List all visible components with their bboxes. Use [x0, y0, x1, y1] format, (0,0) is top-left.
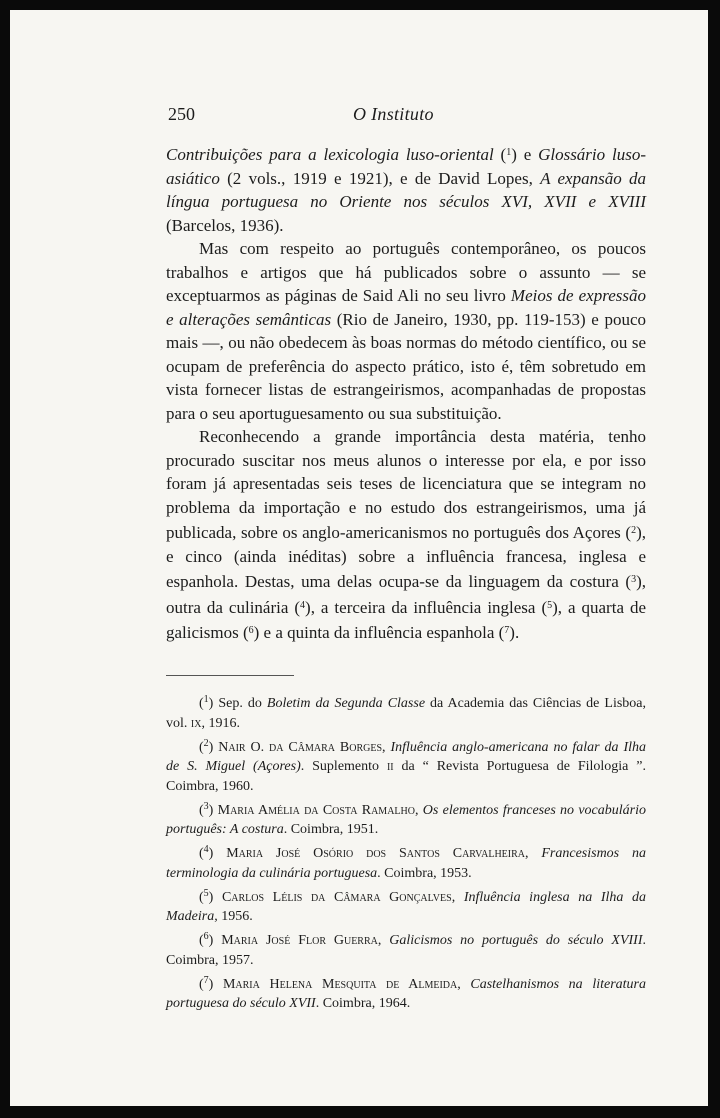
- title-glossario: Glossário luso-asiático: [166, 145, 646, 188]
- footnote-ref-2: 2: [631, 525, 637, 536]
- text-fragment: Mas com respeito ao português contemporâneo, os poucos trabalhos e artigos que há publicados sobre o assunto — se exceptuarmos as páginas de Said Ali no seu livro: [166, 239, 646, 305]
- text-fragment: (Rio de Janeiro, 1930, pp. 119-153) e pouco mais —, ou não obedecem às boas normas do método científico, ou se ocupam de preferência do aspecto prático, isto é, têm sobretudo em vista fornecer listas de estrangeirismos, acompanhadas de propostas para o seu aportuguesamento ou sua substituição.: [166, 309, 646, 423]
- footnote-author: Maria Amélia da Costa Ramalho: [217, 802, 415, 818]
- text-fragment: ) e a quinta da influência espanhola (: [253, 623, 505, 642]
- title-meios-de-expressao: Meios de expressão e alterações semânticas: [166, 286, 646, 329]
- footnote-number: 6: [203, 931, 209, 942]
- footnote-5: ($^5$) Carlos Lélis da Câmara Gonçalves, Influência inglesa na Ilha da Madeira, 1956.: [166, 887, 646, 924]
- footnote-ref-6: 6: [248, 625, 254, 636]
- text-fragment: ), a terceira da influência inglesa (: [305, 597, 548, 617]
- footnote-author: Nair O. da Câmara Borges: [218, 739, 383, 755]
- paragraph-3: [166, 425, 646, 645]
- footnote-number: 2: [203, 737, 209, 749]
- paragraph-2: [166, 237, 646, 425]
- footnotes: [166, 690, 646, 1014]
- footnote-ref-4: 4: [300, 599, 306, 611]
- footnote-ref-7: 7: [504, 625, 510, 636]
- footnote-number: 1: [203, 694, 209, 705]
- footnote-author: Maria José Osório dos Santos Carvalheira: [226, 846, 525, 861]
- footnote-ref-1: 1: [506, 147, 512, 158]
- running-title: O Instituto: [353, 104, 434, 124]
- text-fragment: Reconhecendo a grande importância desta matéria, tenho procurado suscitar nos meus alunos o interesse por ela, e por isso foram já apresentadas seis teses de licenciatura que se integram no problema da importação e no estudo dos estrangeirismos, uma já publicada, sobre os anglo-americanismos no português dos Açores (: [166, 427, 646, 542]
- text-fragment: ), e cinco (ainda inéditas) sobre a influência francesa, inglesa e espanhola. Destas, uma delas ocupa-se da linguagem da costura (: [166, 523, 646, 591]
- footnote-divider: [166, 675, 294, 676]
- text-fragment: (Barcelos, 1936).: [166, 215, 284, 235]
- footnote-author: Carlos Lélis da Câmara Gonçalves: [221, 889, 452, 905]
- footnote-number: 7: [203, 974, 209, 986]
- footnote-7: ($^7$) Maria Helena Mesquita de Almeida, Castelhanismos na literatura portuguesa do século XVII. Coimbra, 1964.: [166, 974, 646, 1011]
- text-fragment: (2 vols., 1919 e 1921), e de David Lopes,: [219, 168, 541, 188]
- footnote-number: 5: [203, 887, 209, 899]
- footnote-number: 3: [203, 800, 209, 812]
- footnote-1: ($^1$) Sep. do Boletim da Segunda Classe da Academia das Ciências de Lisboa, vol. ix, 1916.: [166, 694, 646, 731]
- text-fragment: (: [493, 145, 507, 164]
- footnote-2: ($^2$) Nair O. da Câmara Borges, Influência anglo-americana no falar da Ilha de S. Miguel (Açores). Suplemento ii da “ Revista Portuguesa de Filologia ”. Coimbra, 1960.: [166, 737, 647, 794]
- footnote-ref-3: 3: [631, 574, 637, 585]
- footnote-4: ($^4$) Maria José Osório dos Santos Carvalheira, Francesismos na terminologia da culinária portuguesa. Coimbra, 1953.: [166, 844, 646, 881]
- footnote-6: ($^6$) Maria José Flor Guerra, Galicismos no português do século XVIII. Coimbra, 1957.: [166, 931, 647, 968]
- book-page: [10, 10, 708, 1106]
- footnote-author: Maria Helena Mesquita de Almeida: [222, 976, 458, 992]
- text-fragment: ), a quarta de galicismos (: [166, 597, 647, 642]
- body-text: [166, 141, 646, 645]
- paragraph-1: [166, 141, 646, 237]
- page-header: [168, 104, 650, 128]
- title-expansao: A expansão da língua portuguesa no Oriente nos séculos XVI, XVII e XVIII: [166, 168, 646, 211]
- title-contribuicoes: Contribuições para a lexicologia luso-oriental: [166, 145, 494, 164]
- text-fragment: ).: [509, 623, 520, 642]
- footnote-ref-5: 5: [547, 599, 553, 611]
- text-fragment: ) e: [511, 145, 539, 164]
- footnote-3: ($^3$) Maria Amélia da Costa Ramalho, Os elementos franceses no vocabulário português: A costura. Coimbra, 1951.: [166, 800, 646, 837]
- footnote-number: 4: [203, 844, 209, 855]
- page-number: 250: [168, 104, 195, 124]
- footnote-author: Maria José Flor Guerra: [221, 933, 378, 948]
- text-fragment: ), outra da culinária (: [166, 572, 646, 617]
